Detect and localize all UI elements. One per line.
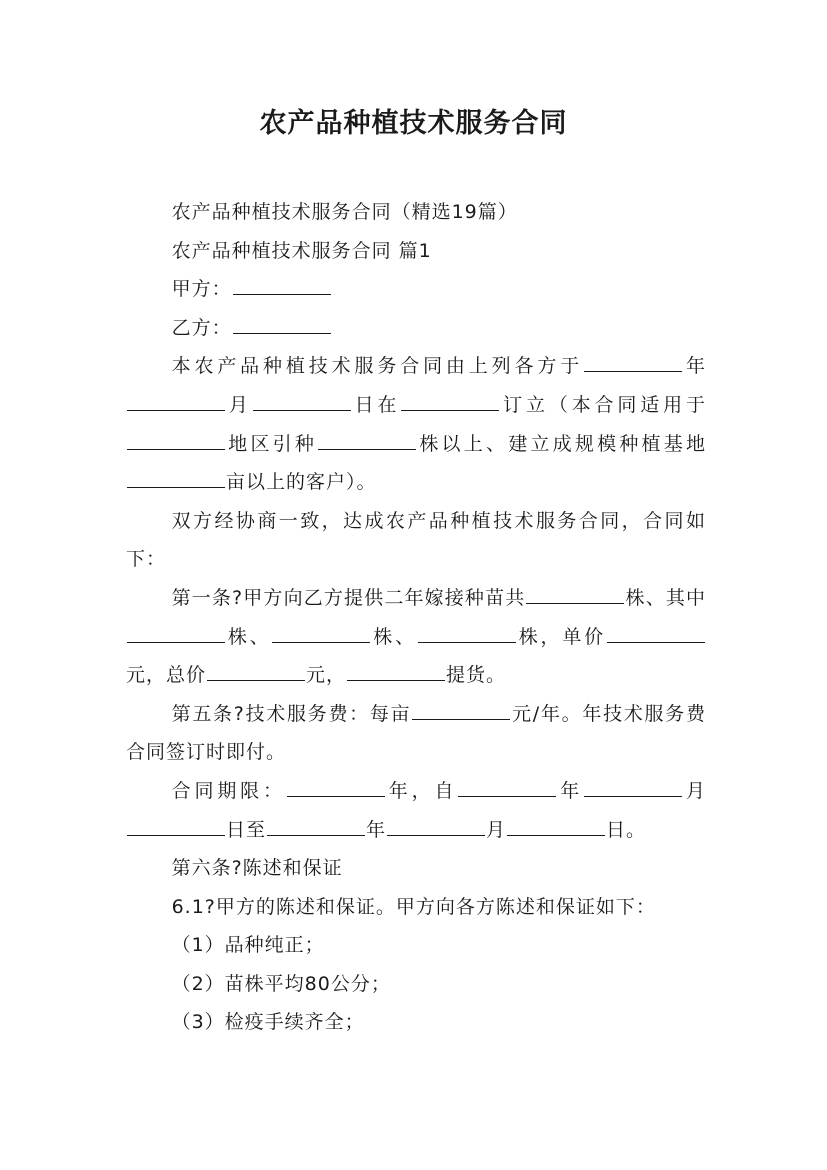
paragraph-text: 甲方：	[171, 278, 232, 301]
paragraph-text: 亩以上的客户）。	[226, 471, 377, 494]
paragraph-text: 第五条?技术服务费：每亩	[171, 702, 412, 725]
paragraph-text: 年	[557, 779, 584, 802]
fill-in-blank	[127, 622, 225, 643]
paragraph-text: 合同期限：	[171, 779, 286, 802]
paragraph-text: 月	[486, 818, 507, 841]
paragraph-text: （3）检疫手续齐全；	[171, 1011, 365, 1034]
paragraph-text: 6.1?甲方的陈述和保证。甲方向各方陈述和保证如下：	[171, 895, 656, 918]
paragraph	[126, 695, 706, 772]
fill-in-blank	[607, 622, 705, 643]
paragraph-text: 地区引种	[226, 432, 318, 455]
paragraph-text: 订立（本合同适用于	[500, 393, 706, 416]
fill-in-blank	[507, 815, 605, 836]
paragraph	[126, 502, 706, 579]
paragraph-text: 乙方：	[171, 316, 232, 339]
paragraph-text: 农产品种植技术服务合同（精选19篇）	[171, 201, 518, 223]
paragraph	[126, 965, 706, 1004]
fill-in-blank	[318, 429, 416, 450]
fill-in-blank	[267, 815, 365, 836]
document-title: 农产品种植技术服务合同	[259, 108, 568, 139]
paragraph-text: 农产品种植技术服务合同 篇1	[171, 239, 432, 262]
paragraph-text: 月	[226, 393, 252, 416]
fill-in-blank	[127, 815, 225, 836]
fill-in-blank	[253, 390, 351, 411]
paragraph-text: （2）苗株平均80公分；	[171, 972, 391, 995]
fill-in-blank	[207, 660, 305, 681]
paragraph-text: 株、	[371, 625, 417, 648]
fill-in-blank	[458, 776, 556, 797]
fill-in-blank	[412, 699, 510, 720]
paragraph-text: 元，	[306, 664, 347, 687]
paragraph	[126, 772, 706, 849]
fill-in-blank	[526, 583, 624, 604]
paragraph-text: 年，自	[385, 779, 458, 802]
paragraph	[126, 270, 706, 309]
paragraph	[126, 347, 706, 501]
fill-in-blank	[233, 313, 331, 334]
paragraph-text: 日在	[351, 393, 401, 416]
paragraph	[126, 193, 706, 232]
paragraph-text: 年	[366, 818, 387, 841]
fill-in-blank	[127, 429, 225, 450]
fill-in-blank	[401, 390, 499, 411]
paragraph-text: 株、	[226, 625, 272, 648]
paragraph-text: 元/年。年技术服务费合同签订时即付。	[126, 702, 706, 764]
paragraph-text: 年	[683, 355, 706, 378]
paragraph-text: 第一条?甲方向乙方提供二年嫁接种苗共	[171, 586, 526, 609]
fill-in-blank	[127, 390, 225, 411]
paragraph	[126, 926, 706, 965]
paragraph	[126, 1003, 706, 1042]
paragraph-text: 株以上、建立成规模种植基地	[417, 432, 706, 455]
paragraph-text: 株、其中	[625, 586, 706, 609]
fill-in-blank	[233, 274, 331, 295]
paragraph-text: 双方经协商一致，达成农产品种植技术服务合同，合同如下：	[126, 509, 706, 571]
paragraph-text: 日至	[226, 818, 267, 841]
fill-in-blank	[584, 776, 682, 797]
paragraph-text: 日。	[606, 818, 647, 841]
paragraph-text: 本农产品种植技术服务合同由上列各方于	[171, 355, 584, 378]
paragraph-text: 提货。	[446, 664, 507, 687]
paragraph-text: 株，单价	[516, 625, 606, 648]
fill-in-blank	[418, 622, 516, 643]
paragraph-text: 第六条?陈述和保证	[171, 857, 343, 880]
paragraph	[126, 888, 706, 927]
fill-in-blank	[347, 660, 445, 681]
paragraph-text: 月	[683, 779, 706, 802]
fill-in-blank	[287, 776, 385, 797]
paragraph	[126, 232, 706, 271]
paragraph	[126, 579, 706, 695]
fill-in-blank	[272, 622, 370, 643]
paragraph	[126, 849, 706, 888]
paragraph-text: 元，总价	[126, 664, 207, 687]
document-body	[126, 193, 706, 1042]
fill-in-blank	[387, 815, 485, 836]
paragraph-text: （1）品种纯正；	[171, 934, 325, 957]
paragraph	[126, 309, 706, 348]
fill-in-blank	[584, 351, 682, 372]
fill-in-blank	[127, 467, 225, 488]
